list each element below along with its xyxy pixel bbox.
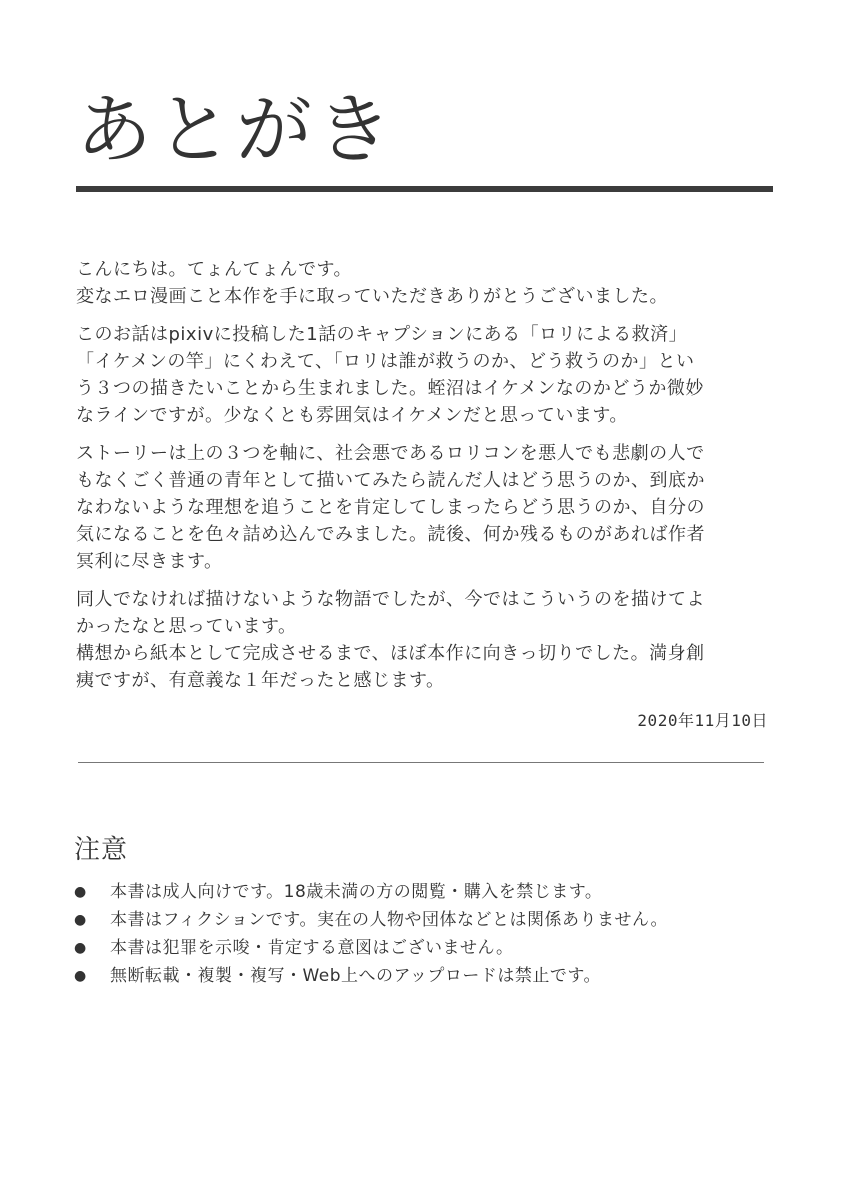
text-line: 変なエロ漫画こと本作を手に取っていただきありがとうございました。 xyxy=(76,286,668,307)
date-signature: 2020年11月10日 xyxy=(637,711,768,730)
list-item xyxy=(74,934,794,962)
text-line: 痍ですが、有意義な１年だったと感じます。 xyxy=(76,670,445,691)
text-line: 構想から紙本として完成させるまで、ほぼ本作に向きっ切りでした。満身創 xyxy=(76,643,705,664)
text-line: 同人でなければ描けないような物語でしたが、今ではこういうのを描けてよ xyxy=(76,589,705,610)
notice-list xyxy=(74,878,794,990)
paragraph xyxy=(76,440,776,575)
page-title: あとがき xyxy=(76,85,396,174)
text-line: ストーリーは上の３つを軸に、社会悪であるロリコンを悪人でも悲劇の人で xyxy=(76,443,705,464)
bullet-icon: ● xyxy=(74,968,87,984)
text-line: こんにちは。てょんてょんです。 xyxy=(76,259,353,280)
text-line: 冥利に尽きます。 xyxy=(76,551,223,572)
text-line: なわないような理想を追うことを肯定してしまったらどう思うのか、自分の xyxy=(76,497,705,518)
title-divider xyxy=(76,186,773,192)
text-line: う３つの描きたいことから生まれました。蛭沼はイケメンなのかどうか微妙 xyxy=(76,378,704,399)
list-item xyxy=(74,962,794,990)
notice-heading: 注意 xyxy=(74,835,129,865)
bullet-icon: ● xyxy=(74,884,87,900)
notice-text: 無断転載・複製・複写・Web上へのアップロードは禁止です。 xyxy=(110,966,602,986)
text-line: 「イケメンの竿」にくわえて、「ロリは誰が救うのか、どう救うのか」とい xyxy=(76,351,695,372)
paragraph xyxy=(76,256,776,310)
text-line: かったなと思っています。 xyxy=(76,616,297,637)
text-line: もなくごく普通の青年として描いてみたら読んだ人はどう思うのか、到底か xyxy=(76,470,705,491)
paragraph xyxy=(76,321,776,429)
paragraph xyxy=(76,586,776,694)
bullet-icon: ● xyxy=(74,940,87,956)
text-line: このお話はpixivに投稿した1話のキャプションにある「ロリによる救済」 xyxy=(76,324,688,345)
bullet-icon: ● xyxy=(74,912,87,928)
list-item xyxy=(74,906,794,934)
section-divider xyxy=(78,762,764,763)
notice-text: 本書は成人向けです。18歳未満の方の閲覧・購入を禁じます。 xyxy=(110,882,603,902)
afterword-body xyxy=(76,256,776,705)
text-line: 気になることを色々詰め込んでみました。読後、何か残るものがあれば作者 xyxy=(76,524,705,545)
list-item xyxy=(74,878,794,906)
notice-text: 本書はフィクションです。実在の人物や団体などとは関係ありません。 xyxy=(110,910,668,930)
notice-text: 本書は犯罪を示唆・肯定する意図はございません。 xyxy=(110,938,514,958)
text-line: なラインですが。少なくとも雰囲気はイケメンだと思っています。 xyxy=(76,405,628,426)
